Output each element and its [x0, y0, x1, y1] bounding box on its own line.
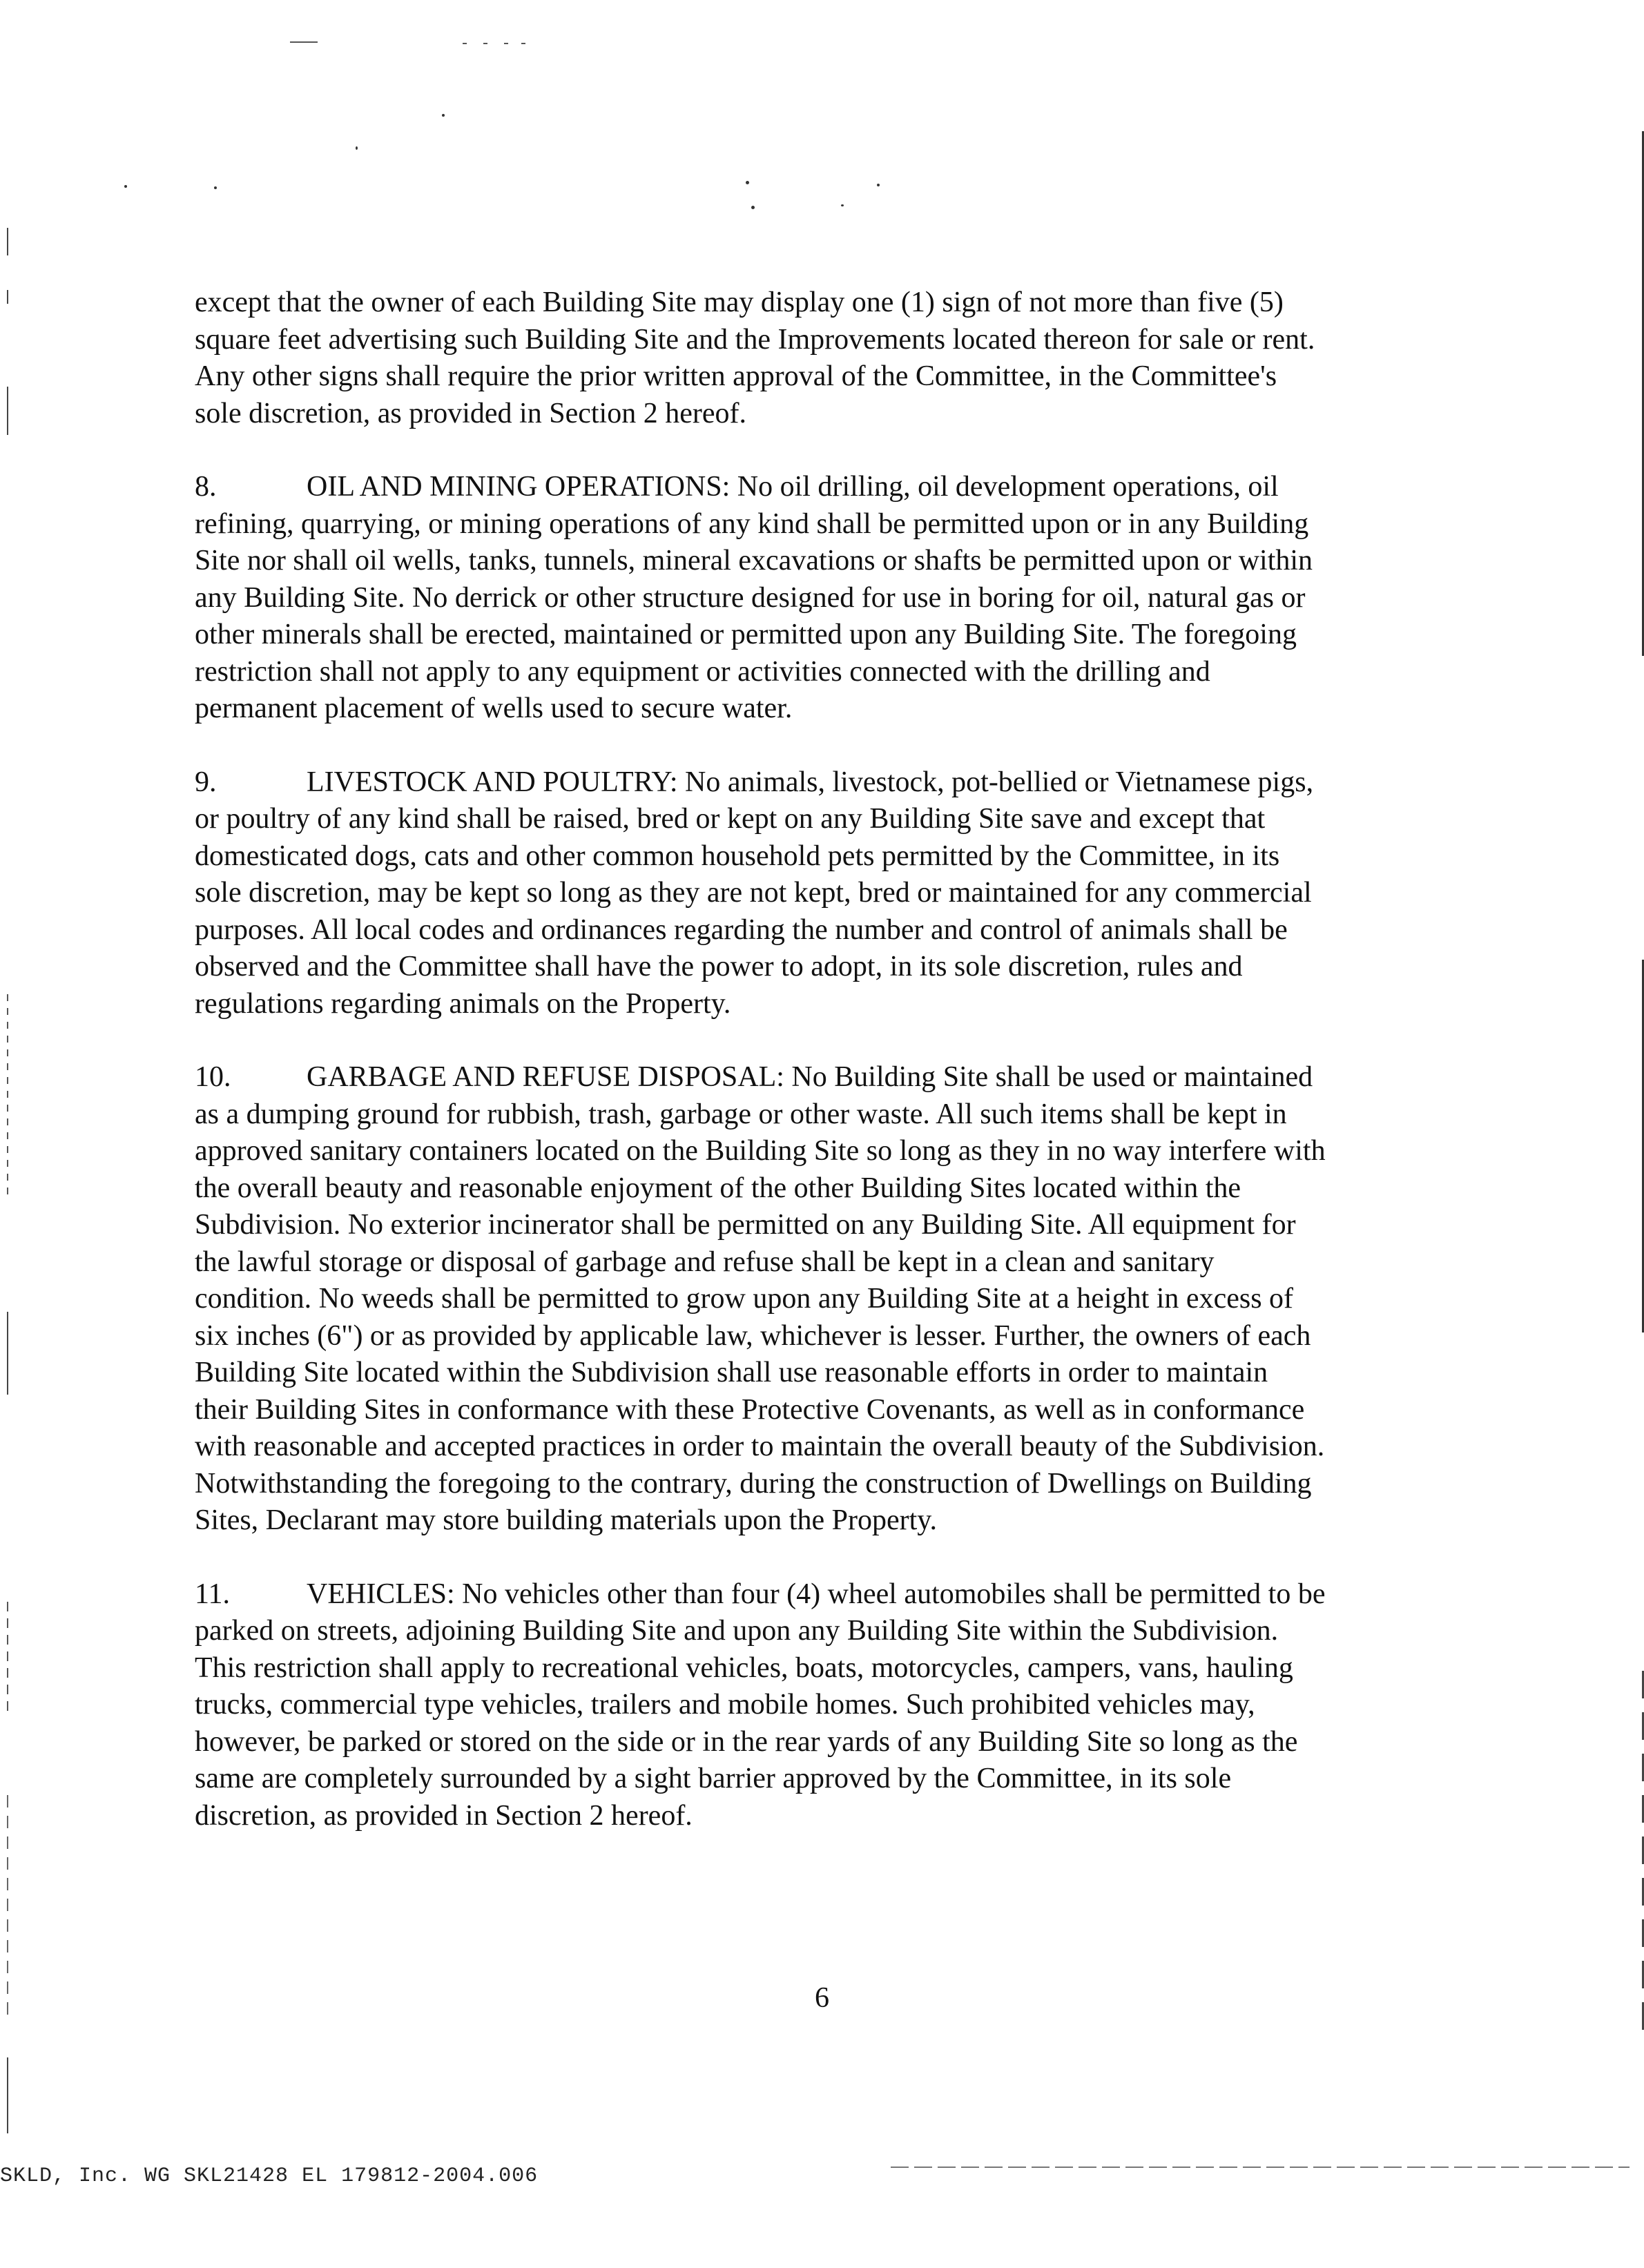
- paragraph-text: VEHICLES: No vehicles other than four (4) wheel automobiles shall be permitted to be parked on streets, adjoining Building Site and upon any Building Site within the Subdivision. This restriction shall apply to recreational vehicles, boats, motorcycles, campers, vans, hauling trucks, commercial type vehicles, trailers and mobile homes. Such prohibited vehicles may, however, be parked or stored on the side or in the rear yards of any Building Site so long as the same are completely surrounded by a sight barrier approved by the Committee, in its sole discretion, as provided in Section 2 hereof.: [195, 1578, 1326, 1832]
- paragraph-number: 9.: [195, 766, 217, 798]
- scan-edge: [7, 387, 8, 435]
- scan-artifact: [356, 146, 358, 150]
- scan-edge: [7, 1312, 8, 1395]
- scan-artifact: [442, 114, 445, 117]
- paragraph-number: 11.: [195, 1578, 230, 1610]
- footer-document-id: SKLD, Inc. WG SKL21428 EL 179812-2004.006: [0, 2164, 539, 2188]
- paragraph-vehicles: [195, 1576, 1465, 1835]
- scan-artifact: [290, 41, 318, 43]
- page-number: 6: [815, 1982, 829, 2014]
- scan-artifact: [841, 204, 844, 206]
- scan-artifact: [124, 185, 127, 188]
- scan-artifact: [746, 181, 749, 184]
- paragraph-number: 10.: [195, 1061, 231, 1093]
- footer-rule: [891, 2167, 1630, 2168]
- paragraph-livestock-and-poultry: [195, 764, 1465, 1023]
- scan-artifact: [751, 206, 755, 209]
- scan-artifact: [504, 43, 508, 44]
- paragraph-oil-and-mining: [195, 469, 1465, 728]
- scan-edge: [7, 228, 8, 255]
- paragraph-text: LIVESTOCK AND POULTRY: No animals, livestock, pot-bellied or Vietnamese pigs, or poultry of any kind shall be raised, bred or kept on any Building Site save and except that domesticated dogs, cats and other common household pets permitted by the Committee, in its sole discretion, may be kept so long as they are not kept, bred or maintained for any commercial purposes. All local codes and ordinances regarding the number and control of animals shall be observed and the Committee shall have the power to adopt, in its sole discretion, rules and regulations regarding animals on the Property.: [195, 766, 1314, 1020]
- scan-edge: [7, 2057, 8, 2133]
- scan-edge: [7, 994, 8, 1201]
- paragraph-garbage-and-refuse: [195, 1059, 1465, 1540]
- scan-artifact: [483, 43, 487, 44]
- paragraph-continuation: [195, 284, 1465, 432]
- scan-edge: [7, 1602, 8, 1712]
- scan-artifact: [521, 43, 525, 44]
- scan-edge: [7, 290, 8, 304]
- paragraph-text: GARBAGE AND REFUSE DISPOSAL: No Building Site shall be used or maintained as a dumping ground for rubbish, trash, garbage or other waste. All such items shall be kept in approved sanitary containers located on the Building Site so long as they in no way interfere with the overall beauty and reasonable enjoyment of the other Building Sites located within the Subdivision. No exterior incinerator shall be permitted on any Building Site. All equipment for the lawful storage or disposal of garbage and refuse shall be kept in a clean and sanitary condition. No weeds shall be permitted to grow upon any Building Site at a height in excess of six inches (6") or as provided by applicable law, whichever is lesser. Further, the owners of each Building Site located within the Subdivision shall use reasonable efforts in order to maintain their Building Sites in conformance with these Protective Covenants, as well as in conformance with reasonable and accepted practices in order to maintain the overall beauty of the Subdivision. Notwithstanding the foregoing to the contrary, during the construction of Dwellings on Building Sites, Declarant may store building materials upon the Property.: [195, 1061, 1326, 1536]
- paragraph-number: 8.: [195, 471, 217, 503]
- document-body: [195, 284, 1465, 1871]
- paragraph-text: except that the owner of each Building Site may display one (1) sign of not more than five (5) square feet advertising such Building Site and the Improvements located thereon for sale or rent. Any other signs shall require the prior written approval of the Committee, in the Committee's sole discretion, as provided in Section 2 hereof.: [195, 287, 1315, 429]
- scan-artifact: [463, 43, 467, 44]
- scan-artifact: [214, 186, 217, 189]
- scan-artifact: [877, 184, 880, 186]
- paragraph-text: OIL AND MINING OPERATIONS: No oil drilling, oil development operations, oil refining, quarrying, or mining operations of any kind shall be permitted upon or in any Building Site nor shall oil wells, tanks, tunnels, mineral excavations or shafts be permitted upon or within any Building Site. No derrick or other structure designed for use in boring for oil, natural gas or other minerals shall be erected, maintained or permitted upon any Building Site. The foregoing restriction shall not apply to any equipment or activities connected with the drilling and permanent placement of wells used to secure water.: [195, 471, 1313, 724]
